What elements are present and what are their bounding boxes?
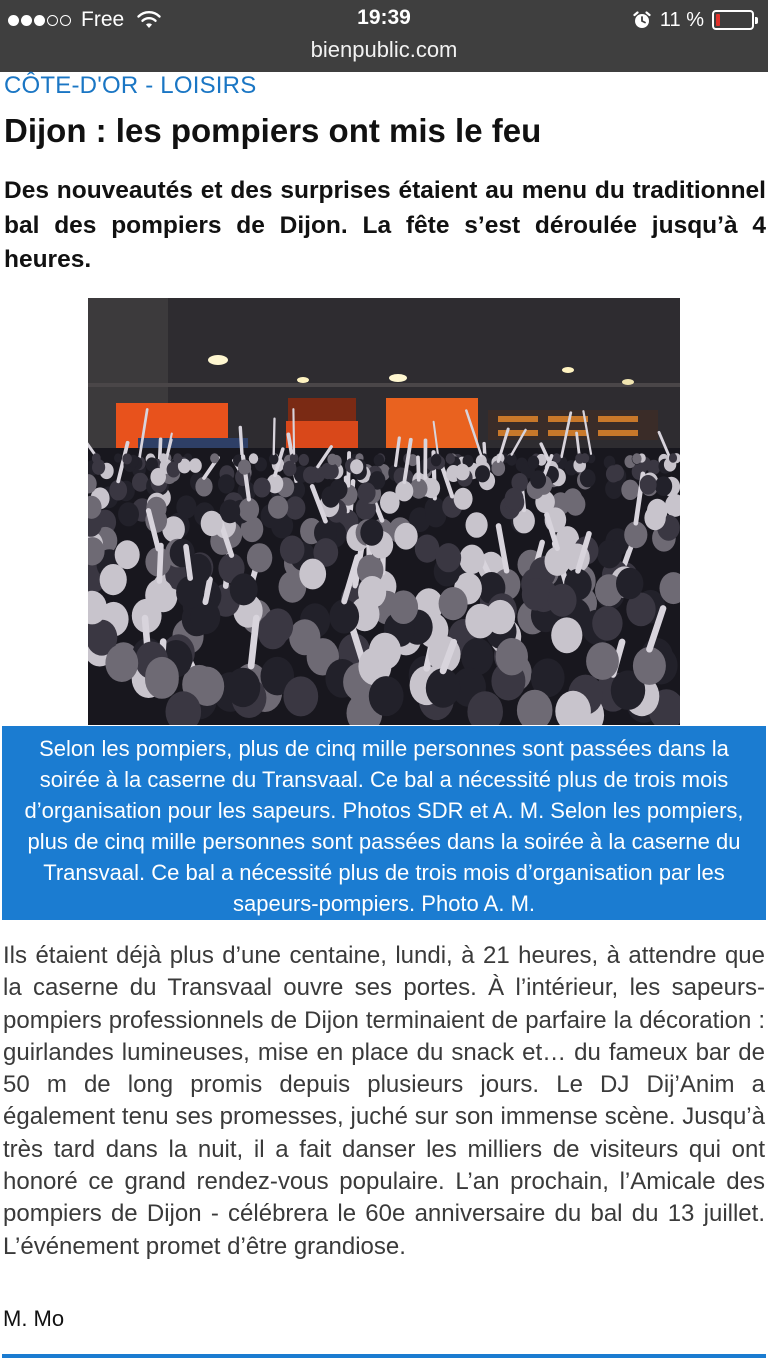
crowd-head xyxy=(592,606,622,641)
crowd-head xyxy=(299,454,309,466)
battery-level-fill xyxy=(716,14,720,26)
raised-arm xyxy=(159,546,161,582)
crowd-head xyxy=(633,647,666,685)
crowd-head xyxy=(289,619,320,655)
crowd-head xyxy=(253,478,270,498)
crowd-head xyxy=(283,461,297,477)
crowd-head xyxy=(176,495,196,518)
crowd-head xyxy=(439,587,468,620)
article-lead: Des nouveautés et des surprises étaient au menu du traditionnel bal des pompiers de Dijon. La fête s’est déroulée jusqu’à 4 heures. xyxy=(4,177,766,273)
crowd-head xyxy=(115,540,140,569)
crowd-head xyxy=(327,454,337,465)
article-category-link[interactable]: CÔTE-D'OR - LOISIRS xyxy=(4,72,257,99)
crowd-head xyxy=(145,657,179,696)
battery-icon xyxy=(712,10,754,30)
crowd-head xyxy=(374,454,385,466)
crowd-head xyxy=(369,676,404,716)
crowd-head xyxy=(249,453,258,464)
crowd-head xyxy=(173,453,182,463)
crowd-head xyxy=(644,506,665,531)
crowd-head xyxy=(299,559,326,590)
crowd-head xyxy=(230,573,258,605)
crowd-head xyxy=(530,470,546,488)
crowd-head xyxy=(122,453,132,464)
crowd-head xyxy=(280,536,305,564)
crowd-head xyxy=(329,599,359,633)
crowd-head xyxy=(616,568,643,600)
battery-tip xyxy=(755,17,758,24)
crowd-head xyxy=(105,644,138,682)
crowd-head xyxy=(263,608,294,643)
status-bar-right xyxy=(632,6,754,34)
crowd-head xyxy=(226,668,260,707)
crowd-head xyxy=(632,453,641,464)
article-photo[interactable] xyxy=(88,298,680,725)
crowd-head xyxy=(189,458,202,473)
raised-arm xyxy=(418,457,419,480)
crowd-head xyxy=(285,496,305,519)
crowd-head xyxy=(522,578,550,611)
crowd-head xyxy=(586,642,619,680)
crowd-head xyxy=(669,453,677,462)
crowd-head xyxy=(358,576,386,608)
crowd-head xyxy=(551,617,582,653)
crowd-head xyxy=(268,496,288,519)
crowd-head xyxy=(389,590,418,624)
address-bar-url[interactable]: bienpublic.com xyxy=(310,37,458,62)
crowd-head xyxy=(505,488,524,510)
crowd-head xyxy=(357,482,375,503)
crowd-head xyxy=(238,460,251,475)
crowd-head xyxy=(436,543,461,572)
crowd-head xyxy=(655,476,672,496)
status-bar xyxy=(0,0,768,72)
crowd-head xyxy=(431,454,442,466)
crowd-head xyxy=(218,474,235,493)
crowd-head xyxy=(159,453,167,463)
crowd-head xyxy=(132,473,149,492)
crowd-head xyxy=(446,453,455,464)
photo-caption: Selon les pompiers, plus de cinq mille personnes sont passées dans la soirée à la caserne du Transvaal. Ce bal a nécessité plus de trois mois d’organisation pour les sapeurs. Photos SDR et A. M. Selon les pompiers, plus de cinq mille personnes sont passées dans la soirée à la caserne du Transvaal. Ce bal a nécessité plus de trois mois d’organisation par les sapeurs-pompiers. Photo A. M. xyxy=(2,726,766,920)
crowd-head xyxy=(475,465,490,482)
crowd-head xyxy=(621,480,639,500)
crowd-head xyxy=(563,488,582,510)
crowd-head xyxy=(92,460,105,475)
crowd-head xyxy=(597,540,622,569)
article-body: Ils étaient déjà plus d’une centaine, lundi, à 21 heures, à attendre que la caserne du Transvaal ouvre ses portes. À l’intérieur, les sapeurs-pompiers professionnels de Dijon terminaient de parfaire la décoration : guirlandes lumineuses, mise en place du snack et… du fameux bar de 50 m de long promis depuis plusieurs jours. Le DJ Dij’Anim a également tenu ses promesses, juché sur son immense scène. Jusqu’à très tard dans la nuit, il a fait danser les milliers de visiteurs qui ont honoré ce grand rendez-vous populaire. L’an prochain, l’Amicale des pompiers de Dijon - célébrera le 60e anniversaire du bal du 13 juillet. L’événement promet d’être grandiose. xyxy=(3,942,765,1260)
crowd-head xyxy=(606,465,621,482)
crowd-photo-illustration xyxy=(88,298,680,725)
carrier-name: Free xyxy=(81,8,125,31)
crowd-head xyxy=(350,459,363,474)
crowd-head xyxy=(455,464,470,481)
crowd-head xyxy=(466,512,488,538)
crowd-head xyxy=(324,463,338,479)
crowd-head xyxy=(454,488,473,510)
crowd-head xyxy=(100,564,127,595)
article-author: M. Mo xyxy=(3,1306,65,1331)
crowd-head xyxy=(369,633,401,670)
crowd-head xyxy=(360,519,383,545)
crowd-head xyxy=(283,676,318,716)
crowd-head xyxy=(220,500,241,524)
crowd-head xyxy=(548,584,577,617)
crowd-head xyxy=(575,453,584,464)
crowd-head xyxy=(394,523,417,550)
crowd-head xyxy=(201,511,223,536)
crowd-head xyxy=(415,535,440,563)
crowd-head xyxy=(496,638,528,675)
crowd-head xyxy=(459,545,484,574)
article-title: Dijon : les pompiers ont mis le feu xyxy=(4,112,542,149)
crowd-head xyxy=(114,453,122,462)
crowd-head xyxy=(640,475,657,495)
clock: 19:39 xyxy=(357,6,411,29)
raised-arm xyxy=(293,409,294,454)
crowd-head xyxy=(321,486,340,508)
crowd-head xyxy=(580,469,596,487)
crowd-head xyxy=(528,456,540,469)
crowd-head xyxy=(303,466,318,483)
battery-percent: 11 % xyxy=(659,8,704,31)
crowd-head xyxy=(247,543,272,572)
crowd-head xyxy=(118,502,139,526)
crowd-head xyxy=(150,468,166,486)
crowd-head xyxy=(210,453,219,463)
alarm-icon xyxy=(632,10,652,30)
crowd-head xyxy=(465,604,495,639)
article-divider xyxy=(2,1354,766,1358)
raised-arm xyxy=(274,419,275,454)
